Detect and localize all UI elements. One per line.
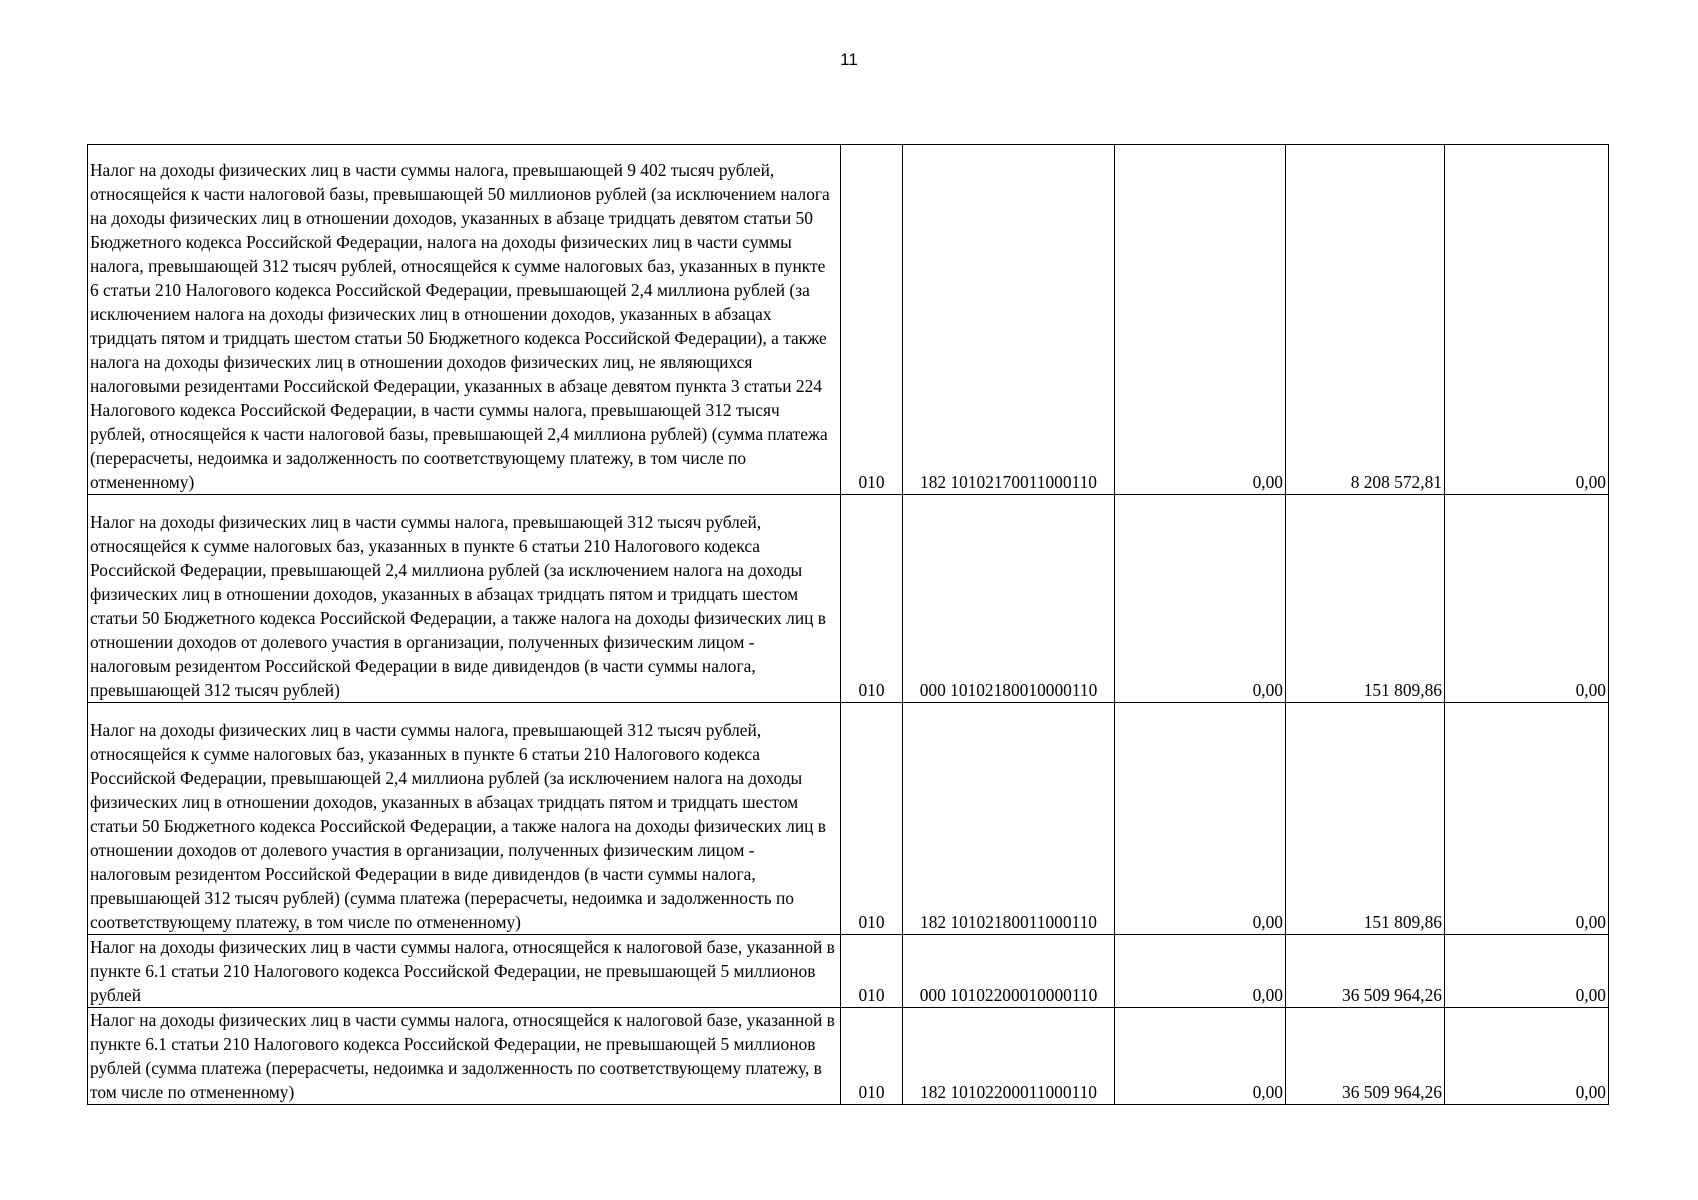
row-name-cell: [88, 703, 841, 935]
kbk-cell: 182 10102180011000110: [903, 703, 1115, 935]
value-cell: 151 809,86: [1286, 703, 1445, 935]
value-cell: 0,00: [1115, 495, 1286, 703]
kbk-cell: 182 10102200011000110: [903, 1008, 1115, 1105]
value-cell: 0,00: [1115, 145, 1286, 495]
line-code-cell: 010: [841, 1008, 903, 1105]
value-cell: 8 208 572,81: [1286, 145, 1445, 495]
row-name-cell: [88, 145, 841, 495]
kbk-cell: 000 10102180010000110: [903, 495, 1115, 703]
value-cell: 0,00: [1115, 703, 1286, 935]
value-cell: 0,00: [1115, 935, 1286, 1008]
line-code-cell: 010: [841, 703, 903, 935]
table-row: [88, 1008, 1609, 1105]
table-row: [88, 495, 1609, 703]
kbk-cell: 182 10102170011000110: [903, 145, 1115, 495]
value-cell: 0,00: [1115, 1008, 1286, 1105]
line-code-cell: 010: [841, 145, 903, 495]
row-name-cell: Налог на доходы физических лиц в части суммы налога, относящейся к налоговой базе, указанной в пункте 6.1 статьи 210 Налогового кодекса Российской Федерации, не превышающей 5 миллионов рублей (сумма платежа (перерасчеты, недоимка и задолженность по соответствующему платежу, в том числе по отмененному): [88, 1008, 841, 1105]
page-number: 11: [840, 50, 858, 69]
value-cell: 36 509 964,26: [1286, 935, 1445, 1008]
line-code-cell: 010: [841, 935, 903, 1008]
revenue-table: [87, 144, 1609, 1105]
value-cell: 0,00: [1445, 703, 1609, 935]
kbk-cell: 000 10102200010000110: [903, 935, 1115, 1008]
row-name-cell: Налог на доходы физических лиц в части суммы налога, превышающей 312 тысяч рублей, относящейся к сумме налоговых баз, указанных в пункте 6 статьи 210 Налогового кодекса Российской Федерации, превышающей 2,4 миллиона рублей (за исключением налога на доходы физических лиц в отношении доходов, указанных в абзацах тридцать пятом и тридцать шестом статьи 50 Бюджетного кодекса Российской Федерации, а также налога на доходы физических лиц в отношении доходов от долевого участия в организации, полученных физическим лицом - налоговым резидентом Российской Федерации в виде дивидендов (в части суммы налога, превышающей 312 тысяч рублей): [88, 495, 841, 703]
table-row: [88, 703, 1609, 935]
value-cell: 36 509 964,26: [1286, 1008, 1445, 1105]
row-name-cell: Налог на доходы физических лиц в части суммы налога, относящейся к налоговой базе, указанной в пункте 6.1 статьи 210 Налогового кодекса Российской Федерации, не превышающей 5 миллионов рублей: [88, 935, 841, 1008]
table-row: [88, 935, 1609, 1008]
line-code-cell: 010: [841, 495, 903, 703]
value-cell: 0,00: [1445, 1008, 1609, 1105]
value-cell: 0,00: [1445, 145, 1609, 495]
value-cell: 0,00: [1445, 495, 1609, 703]
row-name: Налог на доходы физических лиц в части суммы налога, превышающей 312 тысяч рублей, относящейся к сумме налоговых баз, указанных в пункте 6 статьи 210 Налогового кодекса Российской Федерации, превышающей 2,4 миллиона рублей (за исключением налога на доходы физических лиц в отношении доходов, указанных в абзацах тридцать пятом и тридцать шестом статьи 50 Бюджетного кодекса Российской Федерации, а также налога на доходы физических лиц в отношении доходов от долевого участия в организации, полученных физическим лицом - налоговым резидентом Российской Федерации в виде дивидендов (в части суммы налога, превышающей 312 тысяч рублей) (сумма платежа (перерасчеты, недоимка и задолженность по соответствующему платежу, в том числе по отмененному): [90, 720, 826, 932]
table-row: [88, 145, 1609, 495]
value-cell: 151 809,86: [1286, 495, 1445, 703]
row-name: Налог на доходы физических лиц в части суммы налога, превышающей 9 402 тысяч рублей, относящейся к части налоговой базы, превышающей 50 миллионов рублей (за исключением налога на доходы физических лиц в отношении доходов, указанных в абзаце тридцать девятом статьи 50 Бюджетного кодекса Российской Федерации, налога на доходы физических лиц в части суммы налога, превышающей 312 тысяч рублей, относящейся к сумме налоговых баз, указанных в пункте 6 статьи 210 Налогового кодекса Российской Федерации, превышающей 2,4 миллиона рублей (за исключением налога на доходы физических лиц в отношении доходов, указанных в абзацах тридцать пятом и тридцать шестом статьи 50 Бюджетного кодекса Российской Федерации), а также налога на доходы физических лиц в отношении доходов физических лиц, не являющихся налоговыми резидентами Российской Федерации, указанных в абзаце девятом пункта 3 статьи 224 Налогового кодекса Российской Федерации, в части суммы налога, превышающей 312 тысяч рублей, относящейся к части налоговой базы, превышающей 2,4 миллиона рублей) (сумма платежа (перерасчеты, недоимка и задолженность по соответствующему платежу, в том числе по отмененному): [90, 160, 830, 492]
value-cell: 0,00: [1445, 935, 1609, 1008]
